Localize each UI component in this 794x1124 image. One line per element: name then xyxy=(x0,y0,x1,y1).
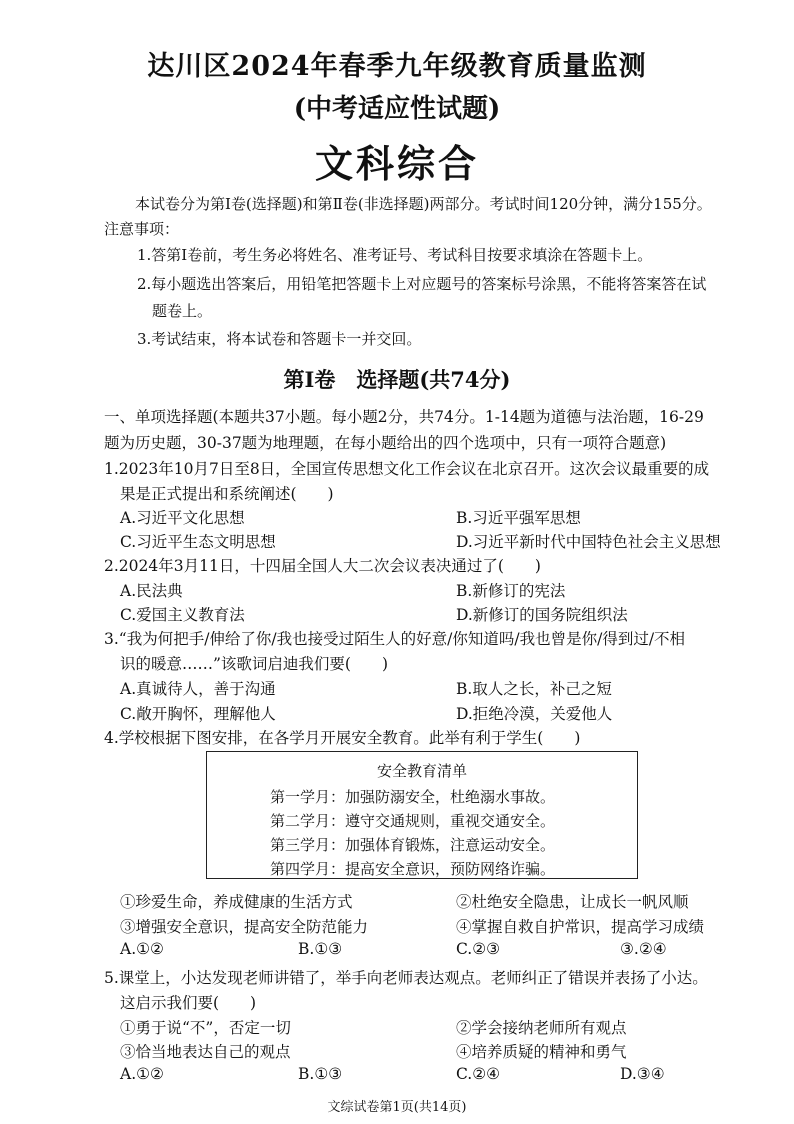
q2-stem-1: 2.2024年3月11日，十四届全国人大二次会议表决通过了( ) xyxy=(104,557,541,575)
intro-text: 本试卷分为第Ⅰ卷(选择题)和第Ⅱ卷(非选择题)两部分。考试时间120分钟，满分155分。 xyxy=(135,195,712,213)
q5-statement-4: ④培养质疑的精神和勇气 xyxy=(456,1043,627,1061)
q2-option-c: C.爱国主义教育法 xyxy=(120,606,245,624)
exam-subtitle: (中考适应性试题) xyxy=(293,94,501,124)
q5-statement-2: ②学会接纳老师所有观点 xyxy=(456,1019,627,1037)
note-2-cont: 题卷上。 xyxy=(152,302,213,320)
checklist-line-4: 第四学月：提高安全意识，预防网络诈骗。 xyxy=(270,860,556,878)
q3-option-d: D.拒绝冷漠，关爱他人 xyxy=(456,705,613,723)
q5-statement-1: ①勇于说“不”，否定一切 xyxy=(120,1019,291,1037)
q5-option-c: C.②④ xyxy=(456,1065,501,1083)
q5-statement-3: ③恰当地表达自己的观点 xyxy=(120,1043,291,1061)
section-title: 第Ⅰ卷 选择题(共74分) xyxy=(283,367,511,392)
q2-option-b: B.新修订的宪法 xyxy=(456,582,566,600)
q4-option-d: ③.②④ xyxy=(620,940,667,958)
checklist-line-1: 第一学月：加强防溺安全，杜绝溺水事故。 xyxy=(270,788,556,806)
q2-option-a: A.民法典 xyxy=(120,582,183,600)
q5-stem-1: 5.课堂上，小达发现老师讲错了，举手向老师表达观点。老师纠正了错误并表扬了小达。 xyxy=(104,969,708,987)
q3-option-a: A.真诚待人，善于沟通 xyxy=(120,680,276,698)
q5-option-a: A.①② xyxy=(120,1065,164,1083)
exam-title: 达川区2024年春季九年级教育质量监测 xyxy=(147,51,647,82)
q3-option-c: C.敞开胸怀，理解他人 xyxy=(120,705,276,723)
q4-statement-3: ③增强安全意识，提高安全防范能力 xyxy=(120,918,369,936)
q2-option-d: D.新修订的国务院组织法 xyxy=(456,606,628,624)
q1-option-a: A.习近平文化思想 xyxy=(120,509,245,527)
q5-option-b: B.①③ xyxy=(298,1065,343,1083)
note-1: 1.答第Ⅰ卷前，考生务必将姓名、准考证号、考试科目按要求填涂在答题卡上。 xyxy=(137,246,653,264)
subject-title: 文科综合 xyxy=(314,141,479,186)
checklist-line-3: 第三学月：加强体育锻炼，注意运动安全。 xyxy=(270,836,556,854)
q3-option-b: B.取人之长，补己之短 xyxy=(456,680,612,698)
q4-statement-4: ④掌握自救自护常识，提高学习成绩 xyxy=(456,918,705,936)
q1-option-b: B.习近平强军思想 xyxy=(456,509,581,527)
page-footer: 文综试卷第1页(共14页) xyxy=(327,1100,467,1115)
q3-stem-1: 3.“我为何把手/伸给了你/我也接受过陌生人的好意/你知道吗/我也曾是你/得到过/不相 xyxy=(104,630,686,648)
section-instruction-1: 一、单项选择题(本题共37小题。每小题2分，共74分。1-14题为道德与法治题，16-29 xyxy=(104,408,704,426)
checklist-title: 安全教育清单 xyxy=(376,762,467,780)
q1-stem-2: 果是正式提出和系统阐述( ) xyxy=(120,485,334,503)
checklist-line-2: 第二学月：遵守交通规则，重视交通安全。 xyxy=(270,812,556,830)
q4-statement-1: ①珍爱生命，养成健康的生活方式 xyxy=(120,893,353,911)
section-instruction-2: 题为历史题，30-37题为地理题，在每小题给出的四个选项中，只有一项符合题意) xyxy=(104,434,667,452)
q1-option-c: C.习近平生态文明思想 xyxy=(120,533,276,551)
q4-option-c: C.②③ xyxy=(456,940,501,958)
q4-option-b: B.①③ xyxy=(298,940,343,958)
q1-stem-1: 1.2023年10月7日至8日，全国宣传思想文化工作会议在北京召开。这次会议最重要的成 xyxy=(104,460,710,478)
note-3: 3.考试结束，将本试卷和答题卡一并交回。 xyxy=(137,330,422,348)
q3-stem-2: 识的暖意……”该歌词启迪我们要( ) xyxy=(120,655,389,673)
q4-option-a: A.①② xyxy=(120,940,164,958)
q4-stem-1: 4.学校根据下图安排，在各学月开展安全教育。此举有利于学生( ) xyxy=(104,729,581,747)
notes-title: 注意事项： xyxy=(104,220,180,238)
q4-statement-2: ②杜绝安全隐患，让成长一帆风顺 xyxy=(456,893,689,911)
q5-stem-2: 这启示我们要( ) xyxy=(120,994,257,1012)
note-2: 2.每小题选出答案后，用铅笔把答题卡上对应题号的答案标号涂黑，不能将答案答在试 xyxy=(137,275,707,293)
q1-option-d: D.习近平新时代中国特色社会主义思想 xyxy=(456,533,721,551)
q5-option-d: D.③④ xyxy=(620,1065,665,1083)
